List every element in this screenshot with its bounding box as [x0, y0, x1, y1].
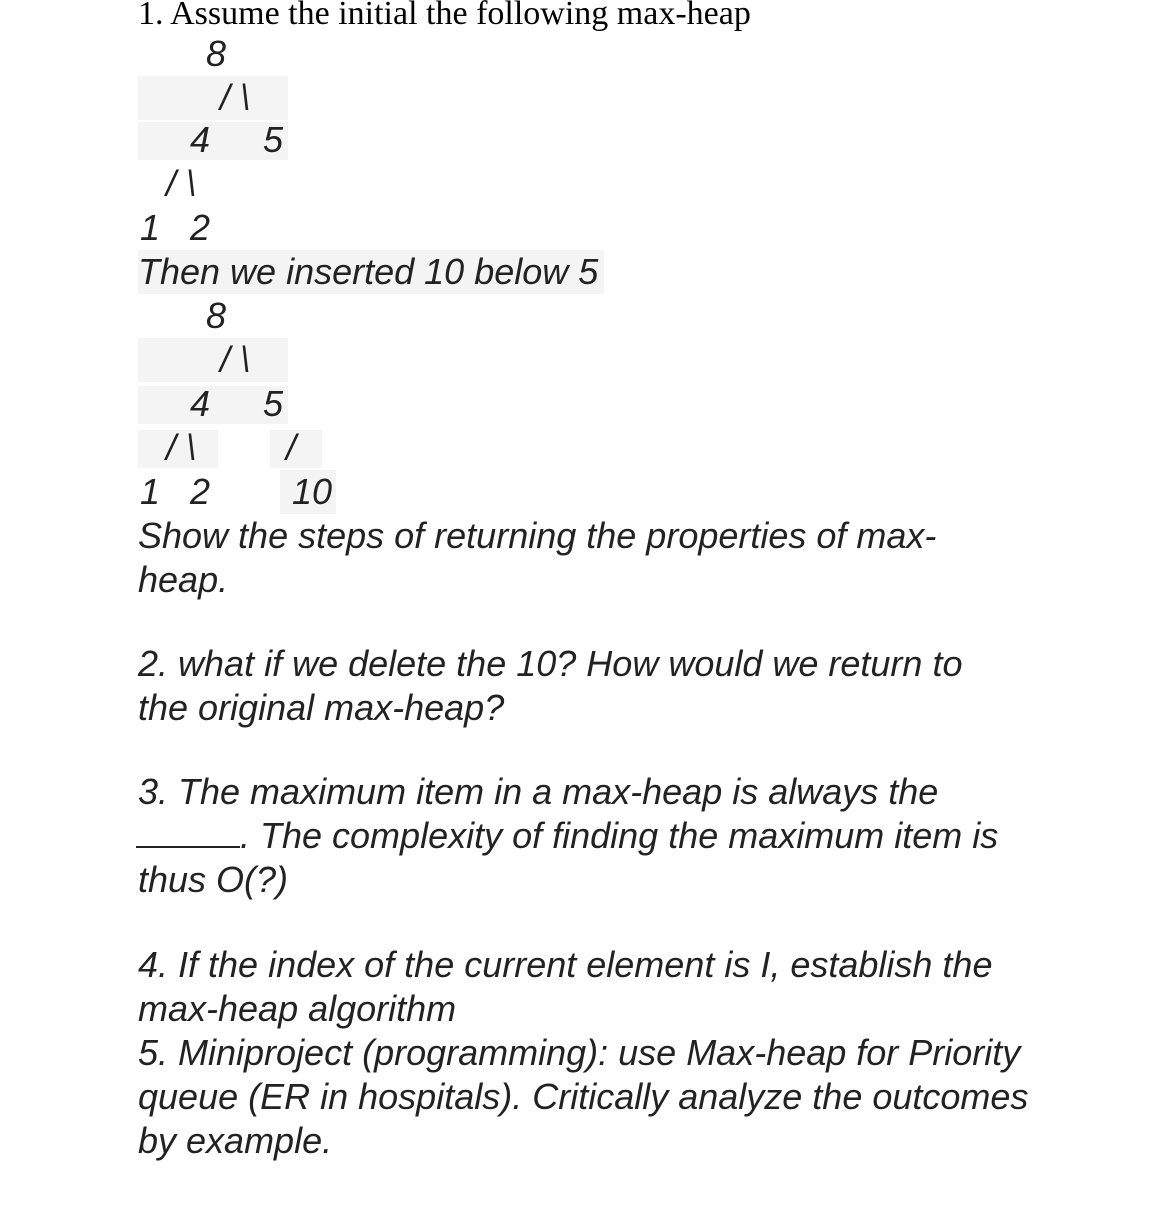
- tree2-node-10: 10: [280, 470, 336, 514]
- tree2-root: 8: [206, 295, 227, 336]
- tree1-root: 8: [206, 33, 227, 74]
- tree2-node-2: 2: [190, 471, 211, 512]
- tree2-node-5: 5: [263, 383, 284, 424]
- question-1-intro: 1. Assume the initial the following max-heap: [138, 0, 751, 32]
- question-4: 4. If the index of the current element is I, establish the max-heap algorithm: [138, 944, 993, 1029]
- tree1-edges-level1: / \: [138, 76, 288, 120]
- tree1-node-4: 4: [190, 119, 211, 160]
- question-2: 2. what if we delete the 10? How would we return to the original max-heap?: [138, 643, 963, 728]
- question-1-task: Show the steps of returning the properties of max-heap.: [138, 515, 937, 600]
- tree1-node-5: 5: [263, 119, 284, 160]
- tree2-node-1: 1: [140, 471, 161, 512]
- tree2-edges-level1: / \: [138, 338, 288, 382]
- question-3-after-blank: . The complexity of finding the maximum item is: [240, 815, 999, 856]
- question-3-line2: [136, 814, 1036, 858]
- question-3-line3: thus O(?): [138, 859, 289, 900]
- tree1-node-2: 2: [190, 207, 211, 248]
- question-5: 5. Miniproject (programming): use Max-heap for Priority queue (ER in hospitals). Critically analyze the outcomes by example.: [138, 1032, 1029, 1161]
- tree2-node-4: 4: [190, 383, 211, 424]
- tree1-node-1: 1: [140, 207, 161, 248]
- tree2-edges-level2-right: /: [286, 427, 297, 468]
- fill-in-blank: [136, 816, 240, 848]
- tree2-edges-level2-left: / \: [166, 427, 197, 468]
- question-3-line1: 3. The maximum item in a max-heap is always the: [138, 771, 939, 812]
- tree1-edges-level2: / \: [166, 163, 197, 204]
- insert-description: Then we inserted 10 below 5: [138, 250, 604, 294]
